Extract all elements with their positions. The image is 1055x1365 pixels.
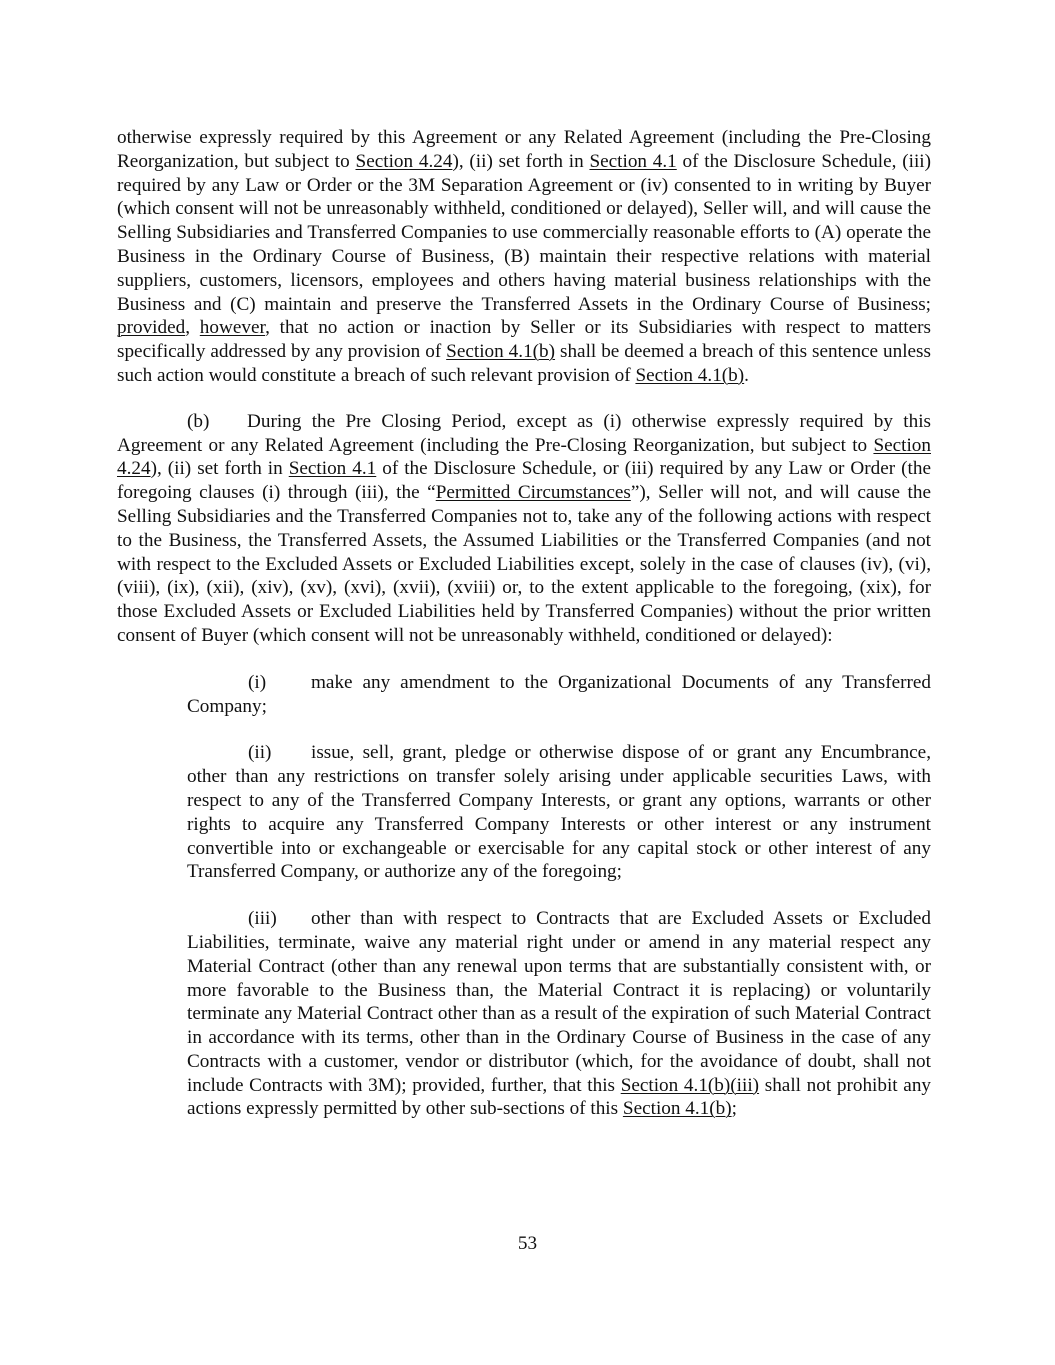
section-reference: Section 4.24 — [355, 150, 453, 172]
clause-label: (iii) — [248, 908, 277, 930]
paragraph-b: (b) During the Pre Closing Period, except as (i) otherwise expressly required by this Agreement or any Related Agreement (including the Pre-Closing Reorganization, but subject to Section 4.24), (ii) set forth in Section 4.1 of the Disclosure Schedule, or (iii) required by any Law or Order (the foregoing clauses (i) through (iii), the “Permitted Circumstances”), Seller will not, and will cause the Selling Subsidiaries and the Transferred Companies not to, take any of the following actions with respect to the Business, the Transferred Assets, the Assumed Liabilities or the Transferred Companies (and not with respect to the Excluded Assets or Excluded Liabilities except, solely in the case of clauses (iv), (vi), (viii), (ix), (xii), (xiv), (xv), (xvi), (xvii), (xviii) or, to the extent applicable to the foregoing, (xix), for those Excluded Assets or Excluded Liabilities held by Transferred Companies) without the prior written consent of Buyer (which consent will not be unreasonably withheld, conditioned or delayed): — [117, 410, 931, 646]
paragraph-label: (b) — [187, 410, 210, 432]
clause-ii: (ii) issue, sell, grant, pledge or otherwise dispose of or grant any Encumbrance, other than any restrictions on transfer solely arising under applicable securities Laws, with respect to any of the Transferred Company Interests, or grant any options, warrants or other rights to acquire any Transferred Company Interests or other interest or any instrument convertible into or exchangeable or exercisable for any capital stock or other interest of any Transferred Company, or authorize any of the foregoing; — [187, 742, 931, 883]
section-reference: Section 4.1(b) — [446, 341, 556, 363]
document-page — [117, 126, 931, 1144]
section-reference: Section 4.24 — [117, 434, 931, 480]
section-reference: Section 4.1(b) — [635, 364, 745, 386]
clause-label: (ii) — [248, 742, 272, 764]
provided-term: provided — [117, 317, 186, 339]
section-reference: Section 4.1(b) — [622, 1098, 732, 1120]
page-number: 53 — [517, 1233, 538, 1254]
defined-term: Permitted Circumstances — [435, 482, 631, 504]
paragraph-a-continued: otherwise expressly required by this Agreement or any Related Agreement (including the Pre-Closing Reorganization, but subject to Section 4.24), (ii) set forth in Section 4.1 of the Disclosure Schedule, (iii) required by any Law or Order or the 3M Separation Agreement or (iv) consented to in writing by Buyer (which consent will not be unreasonably withheld, conditioned or delayed), Seller will, and will cause the Selling Subsidiaries and Transferred Companies to use commercially reasonable efforts to (A) operate the Business in the Ordinary Course of Business, (B) maintain their respective relations with material suppliers, customers, licensors, employees and others having material business relationships with the Business and (C) maintain and preserve the Transferred Assets in the Ordinary Course of Business; provided, however, that no action or inaction by Seller or its Subsidiaries with respect to matters specifically addressed by any provision of Section 4.1(b) shall be deemed a breach of this sentence unless such action would constitute a breach of such relevant provision of Section 4.1(b). — [117, 127, 931, 386]
clause-i: (i) make any amendment to the Organizational Documents of any Transferred Company; — [187, 671, 931, 717]
section-reference: Section 4.1(b)(iii) — [620, 1074, 760, 1096]
section-reference: Section 4.1 — [589, 150, 677, 172]
however-term: however — [199, 317, 266, 339]
clause-iii: (iii) other than with respect to Contracts that are Excluded Assets or Excluded Liabilities, terminate, waive any material right under or amend in any material respect any Material Contract (other than any renewal upon terms that are substantially consistent with, or more favorable to the Business than, the Material Contract it is replacing) or voluntarily terminate any Material Contract other than as a result of the expiration of such Material Contract in accordance with its terms, other than in the Ordinary Course of Business in the case of any Contracts with a customer, vendor or distributor (which, for the avoidance of doubt, shall not include Contracts with 3M); provided, further, that this Section 4.1(b)(iii) shall not prohibit any actions expressly permitted by other sub-sections of this Section 4.1(b); — [187, 908, 932, 1120]
section-reference: Section 4.1 — [288, 458, 377, 480]
clause-label: (i) — [248, 671, 267, 693]
